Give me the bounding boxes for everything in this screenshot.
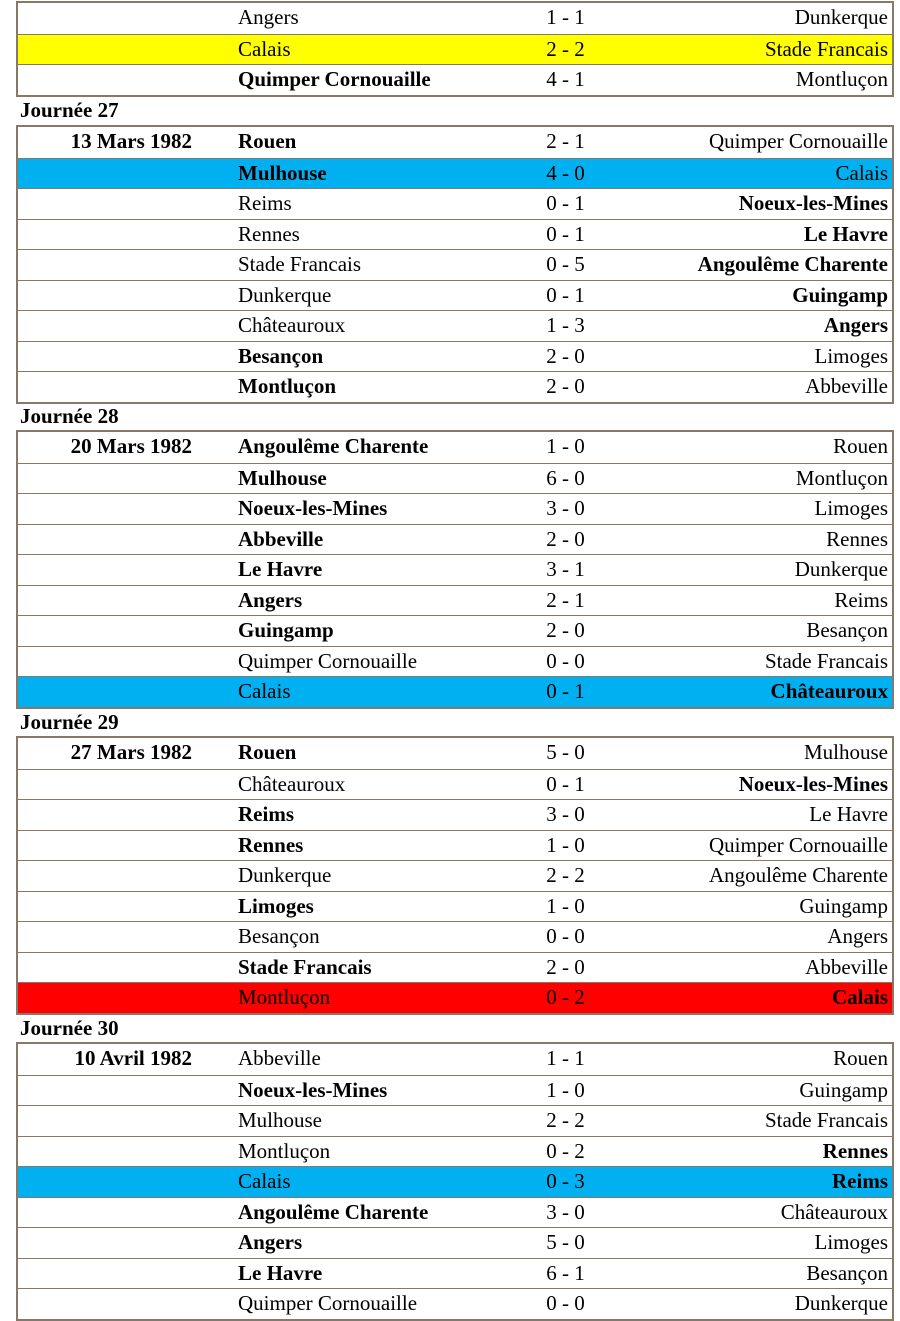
score: 4 - 0 — [546, 160, 585, 185]
home-team: Angers — [238, 5, 299, 29]
home-team: Quimper Cornouaille — [238, 648, 418, 673]
match-row — [18, 3, 892, 34]
match-row — [18, 982, 892, 1013]
away-team: Stade Francais — [764, 36, 888, 61]
home-team: Abbeville — [238, 526, 324, 551]
home-team: Le Havre — [238, 1260, 323, 1285]
match-date: 13 Mars 1982 — [70, 129, 192, 153]
match-row — [18, 554, 892, 585]
score: 0 - 1 — [546, 221, 585, 246]
score: 3 - 1 — [546, 557, 585, 581]
match-row — [18, 127, 892, 158]
match-row — [18, 64, 892, 95]
match-row — [18, 738, 892, 769]
home-team: Mulhouse — [238, 160, 327, 185]
journee-label: Journée 28 — [20, 404, 119, 428]
home-team: Limoges — [238, 893, 314, 918]
score: 1 - 0 — [546, 434, 585, 458]
score: 0 - 0 — [546, 648, 585, 673]
match-row — [18, 1044, 892, 1075]
match-row — [18, 891, 892, 922]
match-row — [18, 188, 892, 219]
away-team: Limoges — [814, 496, 888, 520]
home-team: Mulhouse — [238, 465, 327, 490]
score: 0 - 1 — [546, 191, 585, 215]
score: 1 - 1 — [546, 5, 585, 29]
score: 2 - 2 — [546, 863, 585, 887]
away-team: Angers — [823, 313, 888, 337]
match-row — [18, 615, 892, 646]
home-team: Montluçon — [238, 374, 337, 398]
home-team: Stade Francais — [238, 954, 372, 979]
away-team: Angoulême Charente — [697, 252, 888, 276]
journee-label: Journée 29 — [20, 710, 119, 734]
home-team: Mulhouse — [238, 1108, 322, 1132]
match-row — [18, 921, 892, 952]
match-row — [18, 1136, 892, 1167]
score: 1 - 3 — [546, 313, 585, 337]
home-team: Calais — [238, 679, 291, 703]
home-team: Montluçon — [238, 985, 331, 1009]
match-row — [18, 219, 892, 250]
score: 0 - 2 — [546, 985, 585, 1009]
home-team: Angers — [238, 587, 303, 612]
score: 2 - 0 — [546, 526, 585, 551]
home-team: Calais — [238, 36, 291, 61]
away-team: Reims — [832, 1169, 888, 1193]
home-team: Rennes — [238, 832, 304, 857]
home-team: Noeux-les-Mines — [238, 496, 388, 520]
away-team: Noeux-les-Mines — [738, 771, 888, 796]
match-row — [18, 158, 892, 189]
match-row — [18, 769, 892, 800]
score: 4 - 1 — [546, 67, 585, 91]
away-team: Montluçon — [795, 67, 888, 91]
score: 2 - 0 — [546, 343, 585, 368]
score: 2 - 0 — [546, 954, 585, 979]
score: 1 - 0 — [546, 893, 585, 918]
home-team: Reims — [238, 191, 292, 215]
away-team: Calais — [831, 985, 888, 1009]
home-team: Angers — [238, 1230, 303, 1254]
score: 1 - 1 — [546, 1046, 585, 1070]
match-row — [18, 799, 892, 830]
away-team: Montluçon — [795, 465, 888, 490]
away-team: Abbeville — [805, 954, 888, 979]
match-row — [18, 676, 892, 707]
matchday-table — [16, 736, 894, 1015]
journee-label: Journée 27 — [20, 98, 119, 122]
matchday-table — [16, 125, 894, 404]
away-team: Besançon — [806, 618, 888, 642]
score: 6 - 1 — [546, 1260, 585, 1285]
home-team: Abbeville — [238, 1046, 321, 1070]
away-team: Le Havre — [809, 802, 888, 826]
score: 0 - 1 — [546, 771, 585, 796]
home-team: Rennes — [238, 221, 300, 246]
away-team: Abbeville — [805, 374, 888, 398]
home-team: Besançon — [238, 343, 324, 368]
match-row — [18, 646, 892, 677]
home-team: Angoulême Charente — [238, 1199, 429, 1224]
home-team: Quimper Cornouaille — [238, 67, 431, 91]
match-row — [18, 830, 892, 861]
match-row — [18, 34, 892, 65]
score: 2 - 2 — [546, 1108, 585, 1132]
score: 2 - 0 — [546, 374, 585, 398]
score: 0 - 0 — [546, 924, 585, 948]
score: 2 - 0 — [546, 618, 585, 642]
away-team: Guingamp — [799, 1077, 888, 1102]
away-team: Le Havre — [803, 221, 888, 246]
home-team: Montluçon — [238, 1138, 331, 1163]
away-team: Guingamp — [799, 893, 888, 918]
away-team: Mulhouse — [804, 740, 888, 764]
match-row — [18, 249, 892, 280]
away-team: Châteauroux — [770, 679, 888, 703]
score: 2 - 2 — [546, 36, 585, 61]
score: 5 - 0 — [546, 1230, 585, 1254]
home-team: Rouen — [238, 129, 297, 153]
match-row — [18, 280, 892, 311]
home-team: Guingamp — [238, 618, 334, 642]
home-team: Angoulême Charente — [238, 434, 429, 458]
score: 0 - 0 — [546, 1291, 585, 1315]
away-team: Calais — [835, 160, 888, 185]
away-team: Limoges — [814, 1230, 888, 1254]
home-team: Stade Francais — [238, 252, 362, 276]
away-team: Rouen — [833, 1046, 888, 1070]
away-team: Guingamp — [792, 282, 888, 307]
matchday-table — [16, 430, 894, 709]
score: 0 - 2 — [546, 1138, 585, 1163]
away-team: Dunkerque — [794, 557, 888, 581]
home-team: Rouen — [238, 740, 297, 764]
score: 3 - 0 — [546, 1199, 585, 1224]
home-team: Quimper Cornouaille — [238, 1291, 418, 1315]
matchday-table — [16, 1042, 894, 1321]
home-team: Noeux-les-Mines — [238, 1077, 388, 1102]
away-team: Angers — [827, 924, 888, 948]
away-team: Châteauroux — [780, 1199, 888, 1224]
away-team: Reims — [834, 587, 888, 612]
home-team: Dunkerque — [238, 863, 332, 887]
home-team: Reims — [238, 802, 294, 826]
home-team: Châteauroux — [238, 313, 346, 337]
score: 5 - 0 — [546, 740, 585, 764]
match-row — [18, 463, 892, 494]
away-team: Angoulême Charente — [708, 863, 888, 887]
match-row — [18, 1197, 892, 1228]
match-date: 27 Mars 1982 — [70, 740, 192, 764]
match-row — [18, 1105, 892, 1136]
score: 3 - 0 — [546, 802, 585, 826]
score: 1 - 0 — [546, 832, 585, 857]
score: 0 - 5 — [546, 252, 585, 276]
score: 6 - 0 — [546, 465, 585, 490]
match-row — [18, 341, 892, 372]
match-date: 20 Mars 1982 — [70, 434, 192, 458]
score: 0 - 1 — [546, 679, 585, 703]
score: 2 - 1 — [546, 129, 585, 153]
away-team: Stade Francais — [764, 648, 888, 673]
matchday-table — [16, 1, 894, 97]
match-row — [18, 432, 892, 463]
away-team: Quimper Cornouaille — [708, 832, 888, 857]
match-row — [18, 1288, 892, 1319]
home-team: Le Havre — [238, 557, 323, 581]
match-row — [18, 1258, 892, 1289]
away-team: Besançon — [806, 1260, 888, 1285]
away-team: Dunkerque — [794, 1291, 888, 1315]
home-team: Besançon — [238, 924, 320, 948]
match-row — [18, 371, 892, 402]
home-team: Calais — [238, 1169, 291, 1193]
away-team: Rouen — [833, 434, 888, 458]
score: 1 - 0 — [546, 1077, 585, 1102]
away-team: Quimper Cornouaille — [708, 129, 888, 153]
score: 3 - 0 — [546, 496, 585, 520]
match-row — [18, 585, 892, 616]
away-team: Dunkerque — [794, 5, 888, 29]
away-team: Rennes — [826, 526, 888, 551]
journee-label: Journée 30 — [20, 1016, 119, 1040]
home-team: Dunkerque — [238, 282, 332, 307]
match-row — [18, 1075, 892, 1106]
match-row — [18, 524, 892, 555]
away-team: Noeux-les-Mines — [738, 191, 888, 215]
score: 0 - 1 — [546, 282, 585, 307]
match-row — [18, 952, 892, 983]
match-row — [18, 860, 892, 891]
match-date: 10 Avril 1982 — [74, 1046, 192, 1070]
match-row — [18, 1166, 892, 1197]
away-team: Rennes — [822, 1138, 888, 1163]
match-row — [18, 310, 892, 341]
away-team: Limoges — [814, 343, 888, 368]
home-team: Châteauroux — [238, 771, 346, 796]
score: 0 - 3 — [546, 1169, 585, 1193]
score: 2 - 1 — [546, 587, 585, 612]
match-row — [18, 493, 892, 524]
away-team: Stade Francais — [764, 1108, 888, 1132]
match-row — [18, 1227, 892, 1258]
